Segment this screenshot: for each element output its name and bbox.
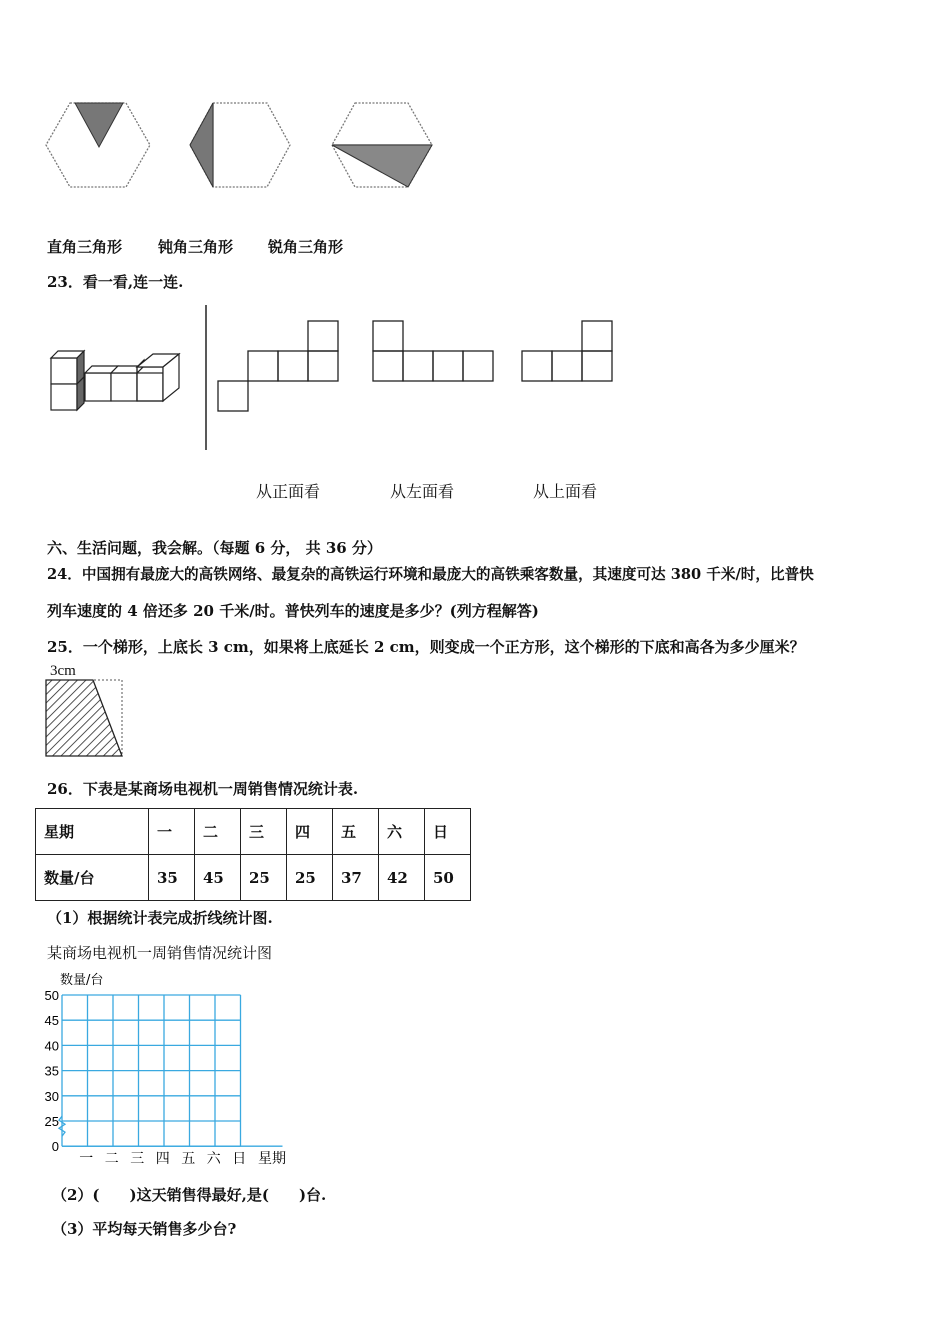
q26-sub1: （1）根据统计表完成折线统计图. bbox=[47, 909, 273, 927]
table-row bbox=[36, 855, 471, 901]
y-tick-label: 50 bbox=[44, 988, 59, 1003]
view-grid-2 bbox=[372, 318, 497, 388]
x-tick-label: 一 bbox=[79, 1151, 94, 1168]
chart-xlabel: 星期 bbox=[258, 1151, 286, 1167]
divider-line bbox=[205, 305, 209, 455]
y-tick-label: 0 bbox=[51, 1139, 59, 1155]
q24-line1: 24．中国拥有最庞大的高铁网络、最复杂的高铁运行环境和最庞大的高铁乘客数量，其速度可达 380 千米/时，比普快 bbox=[47, 566, 814, 583]
view-grid-1 bbox=[218, 318, 343, 413]
q25-text: 25．一个梯形，上底长 3 cm，如果将上底延长 2 cm，则变成一个正方形，这个梯形的下底和高各为多少厘米？ bbox=[47, 638, 805, 656]
table-header-day: 星期 bbox=[36, 809, 149, 855]
table-cell: 五 bbox=[333, 809, 379, 855]
table-cell: 二 bbox=[195, 809, 241, 855]
chart-ylabel: 数量/台 bbox=[60, 973, 104, 988]
q26-title: 26．下表是某商场电视机一周销售情况统计表. bbox=[47, 780, 359, 798]
q23-title: 23．看一看,连一连. bbox=[47, 273, 184, 291]
hexagon-2-shaded-triangle bbox=[190, 103, 213, 187]
x-tick-label: 六 bbox=[206, 1151, 221, 1168]
y-tick-label: 25 bbox=[44, 1114, 59, 1129]
view-label-front: 从正面看 bbox=[256, 482, 321, 501]
q26-sub2: （2）( )这天销售得最好,是( )台. bbox=[52, 1186, 327, 1204]
sales-table bbox=[35, 808, 471, 901]
table-cell: 50 bbox=[425, 855, 471, 901]
hexagon-1-shaded-triangle bbox=[75, 103, 123, 147]
hexagon-label-1: 直角三角形 bbox=[47, 238, 123, 256]
table-cell: 42 bbox=[379, 855, 425, 901]
x-tick-label: 二 bbox=[104, 1151, 119, 1168]
view-label-top: 从上面看 bbox=[533, 482, 598, 501]
x-tick-label: 日 bbox=[232, 1151, 247, 1168]
table-cell: 35 bbox=[149, 855, 195, 901]
q24-line2: 列车速度的 4 倍还多 20 千米/时。普快列车的速度是多少？(列方程解答) bbox=[47, 602, 539, 620]
y-tick-label: 40 bbox=[44, 1038, 59, 1054]
table-cell: 四 bbox=[287, 809, 333, 855]
table-cell: 45 bbox=[195, 855, 241, 901]
table-cell: 日 bbox=[425, 809, 471, 855]
hexagon-label-3: 锐角三角形 bbox=[268, 238, 344, 256]
table-row bbox=[36, 809, 471, 855]
table-cell: 一 bbox=[149, 809, 195, 855]
trapezoid-figure bbox=[45, 678, 125, 758]
hexagon-figures bbox=[40, 95, 460, 205]
y-tick-label: 35 bbox=[44, 1063, 59, 1079]
table-cell: 六 bbox=[379, 809, 425, 855]
hexagon-3-shaded-triangle bbox=[332, 145, 432, 187]
hexagon-label-2: 钝角三角形 bbox=[158, 238, 234, 256]
y-tick-label: 30 bbox=[44, 1088, 59, 1104]
table-cell: 37 bbox=[333, 855, 379, 901]
table-header-count: 数量/台 bbox=[36, 855, 149, 901]
trapezoid-label: 3cm bbox=[50, 663, 76, 679]
table-cell: 25 bbox=[287, 855, 333, 901]
sales-line-chart bbox=[40, 968, 300, 1168]
x-tick-label: 五 bbox=[181, 1151, 196, 1168]
q26-sub3: （3）平均每天销售多少台? bbox=[52, 1220, 237, 1238]
cube-solid-figure bbox=[50, 348, 190, 418]
section6-title: 六、生活问题，我会解。（每题 6 分， 共 36 分） bbox=[47, 539, 382, 557]
x-tick-label: 四 bbox=[155, 1151, 170, 1168]
y-tick-label: 45 bbox=[44, 1013, 59, 1029]
x-tick-label: 三 bbox=[130, 1151, 145, 1168]
view-label-left: 从左面看 bbox=[390, 482, 455, 501]
table-cell: 25 bbox=[241, 855, 287, 901]
table-cell: 三 bbox=[241, 809, 287, 855]
view-grid-3 bbox=[521, 318, 621, 388]
chart-title: 某商场电视机一周销售情况统计图 bbox=[47, 944, 273, 962]
